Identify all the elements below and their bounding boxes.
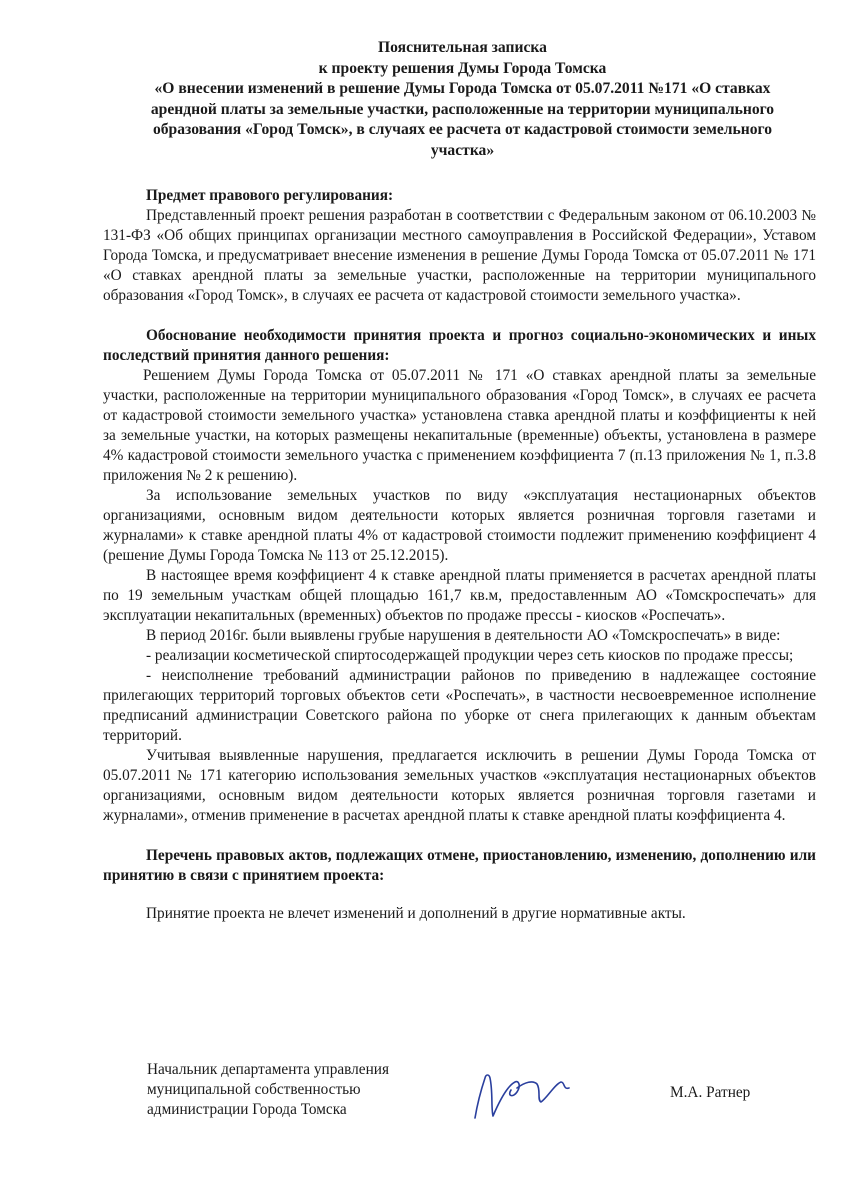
signatory-name: М.А. Ратнер [670, 1084, 751, 1101]
section-heading-legal-acts: Перечень правовых актов, подлежащих отмене, приостановлению, изменению, дополнению или принятию в связи с принятием проекта: [103, 847, 816, 884]
paragraph: За использование земельных участков по виду «эксплуатация нестационарных объектов организациями, основным видом деятельности которых является розничная торговля газетами и журналами» к ставке арендной платы 4% от кадастровой стоимости подлежит применению коэффициент 4 (решение Думы Города Томска № 113 от 25.12.2015). [103, 487, 816, 564]
title-line: Пояснительная записка [378, 39, 547, 56]
handwritten-signature [467, 1068, 577, 1126]
spacer [103, 886, 816, 904]
paragraph: В период 2016г. были выявлены грубые нарушения в деятельности АО «Томскроспечать» в виде: [146, 627, 781, 644]
paragraph: Учитывая выявленные нарушения, предлагается исключить в решении Думы Города Томска от 05.07.2011 № 171 категорию использования земельных участков «эксплуатация нестационарных объектов организациями, основным видом деятельности которых является розничная торговля газетами и журналами», отменив применение в расчетах арендной платы к ставке арендной платы коэффициента 4. [103, 747, 816, 824]
position-line: администрации Города Томска [147, 1101, 347, 1118]
list-item: - реализации косметической спиртосодержащей продукции через сеть киосков по продаже прессы; [146, 647, 794, 664]
list-item: - неисполнение требований администрации районов по приведению в надлежащее состояние прилегающих территорий торговых объектов сети «Роспечать», в частности несвоевременное исполнение предписаний администрации Советского района по уборке от снега прилегающих к данным объектам территорий. [103, 667, 816, 744]
title-line: к проекту решения Думы Города Томска [318, 59, 607, 77]
position-line: Начальник департамента управления [147, 1061, 390, 1078]
title-line: арендной платы за земельные участки, расположенные на территории муниципального [150, 100, 775, 118]
document-title [95, 38, 830, 161]
paragraph: Принятие проекта не влечет изменений и дополнений в другие нормативные акты. [146, 905, 686, 922]
section-heading-justification: Обоснование необходимости принятия проекта и прогноз социально-экономических и иных последствий принятия данного решения: [103, 327, 816, 364]
position-line: муниципальной собственностью [147, 1081, 361, 1098]
title-line: участка» [430, 141, 495, 159]
paragraph: Представленный проект решения разработан в соответствии с Федеральным законом от 06.10.2003 № 131-ФЗ «Об общих принципах организации местного самоуправления в Российской Федерации», Уставом Города Томска, и предусматривает внесение изменения в решение Думы Города Томска от 05.07.2011 № 171 «О ставках арендной платы за земельные участки, расположенные на территории муниципального образования «Город Томск», в случаях ее расчета от кадастровой стоимости земельного участка». [103, 207, 816, 304]
signatory-position [147, 1060, 389, 1120]
spacer [103, 826, 816, 846]
document-body [103, 186, 816, 924]
section-heading-subject: Предмет правового регулирования: [146, 187, 394, 204]
title-line: образования «Город Томск», в случаях ее расчета от кадастровой стоимости земельного [152, 121, 773, 138]
spacer [103, 306, 816, 326]
paragraph: Решением Думы Города Томска от 05.07.2011 № 171 «О ставках арендной платы за земельные участки, расположенные на территории муниципального образования «Город Томск», в случаях ее расчета от кадастровой стоимости земельного участка» установлена ставка арендной платы и коэффициенты к ней за земельные участки, на которых размещены некапитальные (временные) объекты, установлена в размере 4% кадастровой стоимости земельного участка с применением коэффициента 7 (п.13 приложения № 1, п.3.8 приложения № 2 к решению). [103, 367, 816, 484]
paragraph: В настоящее время коэффициент 4 к ставке арендной платы применяется в расчетах арендной платы по 19 земельным участкам общей площадью 161,7 кв.м, предоставленным АО «Томскроспечать» для эксплуатации некапитальных (временных) объектов по продаже прессы - киосков «Роспечать». [103, 567, 816, 624]
title-line: «О внесении изменений в решение Думы Города Томска от 05.07.2011 №171 «О ставках [154, 80, 771, 97]
